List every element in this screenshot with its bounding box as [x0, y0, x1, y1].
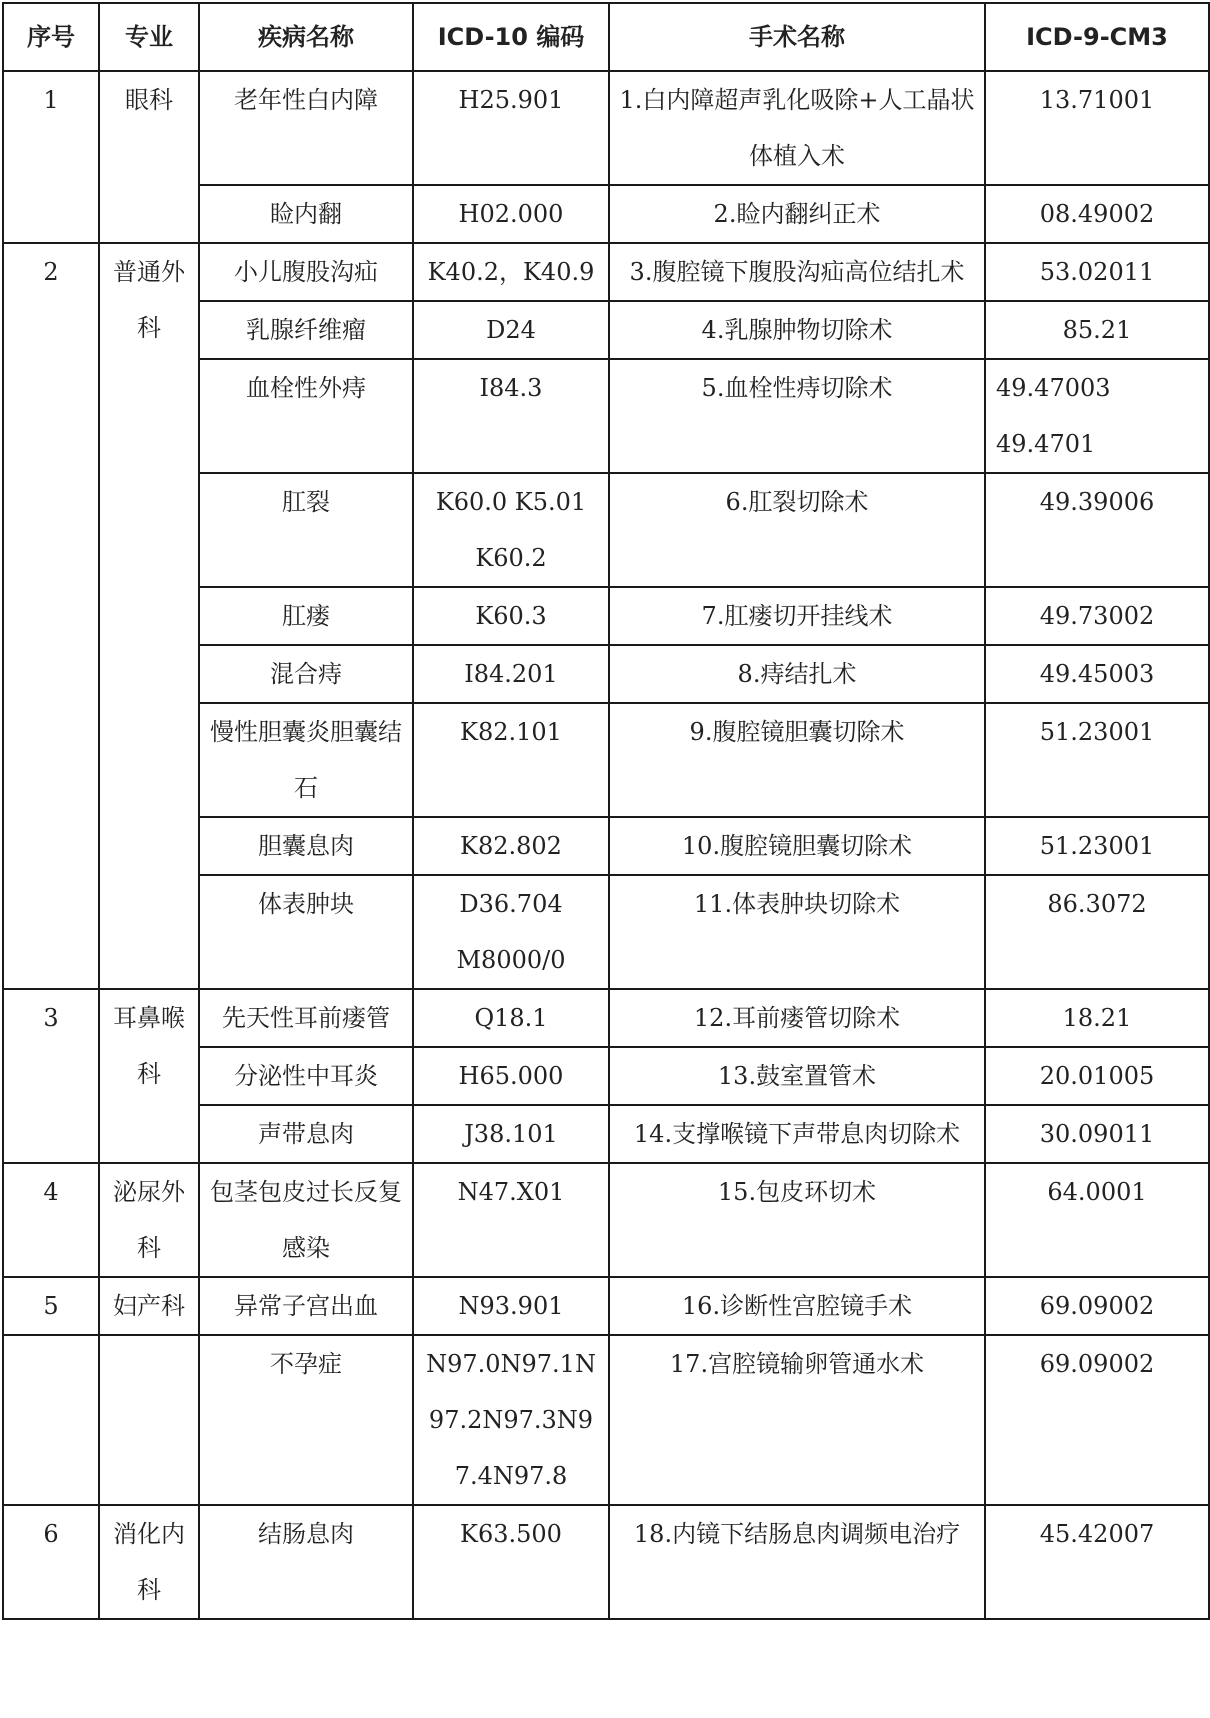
- row-icd10: K82.101: [413, 703, 609, 817]
- row-disease: 睑内翻: [199, 185, 413, 243]
- row-icd9-cm3: [985, 359, 1209, 473]
- row-icd9-cm3: 49.39006: [985, 473, 1209, 587]
- table-row: [3, 1505, 1209, 1619]
- row-icd9-cm3: 13.71001: [985, 71, 1209, 185]
- row-specialty: 普通外科: [99, 243, 199, 989]
- row-surgery: 7.肛瘘切开挂线术: [609, 587, 985, 645]
- row-icd9-cm3-line: 49.4701: [996, 430, 1096, 458]
- row-number: 6: [3, 1505, 99, 1619]
- row-icd10-line: 7.4N97.8: [454, 1462, 568, 1490]
- row-surgery: 10.腹腔镜胆囊切除术: [609, 817, 985, 875]
- row-disease: 肛裂: [199, 473, 413, 587]
- row-surgery: 18.内镜下结肠息肉调频电治疗: [609, 1505, 985, 1619]
- row-icd10: [413, 1335, 609, 1505]
- row-disease: 先天性耳前瘘管: [199, 989, 413, 1047]
- row-icd9-cm3: 20.01005: [985, 1047, 1209, 1105]
- row-icd10: N93.901: [413, 1277, 609, 1335]
- row-icd9-cm3: 86.3072: [985, 875, 1209, 989]
- row-icd9-cm3: 49.73002: [985, 587, 1209, 645]
- row-icd10: [413, 473, 609, 587]
- row-icd10: Q18.1: [413, 989, 609, 1047]
- document-page: [2, 2, 1208, 1620]
- row-disease: 胆囊息肉: [199, 817, 413, 875]
- header-no: 序号: [3, 3, 99, 71]
- row-surgery: 8.痔结扎术: [609, 645, 985, 703]
- row-icd10: [413, 875, 609, 989]
- row-disease: 异常子宫出血: [199, 1277, 413, 1335]
- row-number: 1: [3, 71, 99, 243]
- row-icd10-line: N97.0N97.1N: [426, 1350, 596, 1378]
- row-disease: 分泌性中耳炎: [199, 1047, 413, 1105]
- table-row: [3, 243, 1209, 301]
- row-specialty: [99, 1335, 199, 1505]
- row-icd10-line: 97.2N97.3N9: [428, 1406, 594, 1434]
- row-surgery: 13.鼓室置管术: [609, 1047, 985, 1105]
- row-icd10: J38.101: [413, 1105, 609, 1163]
- row-disease: 乳腺纤维瘤: [199, 301, 413, 359]
- row-surgery: 17.宫腔镜输卵管通水术: [609, 1335, 985, 1505]
- row-surgery: 9.腹腔镜胆囊切除术: [609, 703, 985, 817]
- table-row: [3, 71, 1209, 185]
- table-row: [3, 1277, 1209, 1335]
- table-body: [3, 71, 1209, 1619]
- row-disease: 老年性白内障: [199, 71, 413, 185]
- row-number: 5: [3, 1277, 99, 1335]
- row-surgery: 6.肛裂切除术: [609, 473, 985, 587]
- row-surgery: 4.乳腺肿物切除术: [609, 301, 985, 359]
- row-specialty: 妇产科: [99, 1277, 199, 1335]
- row-surgery: 3.腹腔镜下腹股沟疝高位结扎术: [609, 243, 985, 301]
- row-icd10-line: D36.704: [459, 890, 563, 918]
- row-icd10: H02.000: [413, 185, 609, 243]
- row-number: 3: [3, 989, 99, 1163]
- row-specialty: 泌尿外科: [99, 1163, 199, 1277]
- header-icd9-cm3: ICD-9-CM3: [985, 3, 1209, 71]
- row-icd9-cm3: 69.09002: [985, 1335, 1209, 1505]
- table-row: [3, 1335, 1209, 1505]
- row-surgery: 16.诊断性宫腔镜手术: [609, 1277, 985, 1335]
- header-row: [3, 3, 1209, 71]
- row-icd9-cm3: 18.21: [985, 989, 1209, 1047]
- table-row: [3, 989, 1209, 1047]
- row-icd9-cm3: 53.02011: [985, 243, 1209, 301]
- row-icd10: I84.201: [413, 645, 609, 703]
- row-icd9-cm3: 51.23001: [985, 703, 1209, 817]
- row-surgery: 15.包皮环切术: [609, 1163, 985, 1277]
- row-icd10-line: K60.2: [475, 544, 547, 572]
- row-specialty: 消化内科: [99, 1505, 199, 1619]
- row-icd9-cm3: 64.0001: [985, 1163, 1209, 1277]
- row-surgery: 2.睑内翻纠正术: [609, 185, 985, 243]
- row-icd10-line: M8000/0: [456, 946, 566, 974]
- row-icd10: K82.802: [413, 817, 609, 875]
- row-icd10: K40.2，K40.9: [413, 243, 609, 301]
- row-disease: 小儿腹股沟疝: [199, 243, 413, 301]
- surgery-code-table: [2, 2, 1210, 1620]
- row-surgery: 11.体表肿块切除术: [609, 875, 985, 989]
- row-icd10-line: K60.0 K5.01: [435, 488, 587, 516]
- row-icd10: N47.X01: [413, 1163, 609, 1277]
- row-disease: 不孕症: [199, 1335, 413, 1505]
- row-icd9-cm3-line: 49.47003: [996, 374, 1111, 402]
- row-icd10: I84.3: [413, 359, 609, 473]
- row-disease: 肛瘘: [199, 587, 413, 645]
- row-icd9-cm3: 30.09011: [985, 1105, 1209, 1163]
- row-number: 2: [3, 243, 99, 989]
- row-disease: 体表肿块: [199, 875, 413, 989]
- row-icd9-cm3: 49.45003: [985, 645, 1209, 703]
- row-specialty: 耳鼻喉科: [99, 989, 199, 1163]
- row-icd10: K60.3: [413, 587, 609, 645]
- table-row: [3, 1163, 1209, 1277]
- row-icd10: H65.000: [413, 1047, 609, 1105]
- row-disease: 结肠息肉: [199, 1505, 413, 1619]
- row-disease: 包茎包皮过长反复感染: [199, 1163, 413, 1277]
- row-icd10: D24: [413, 301, 609, 359]
- row-surgery: 12.耳前瘘管切除术: [609, 989, 985, 1047]
- row-icd9-cm3: 51.23001: [985, 817, 1209, 875]
- row-icd9-cm3: 45.42007: [985, 1505, 1209, 1619]
- header-disease: 疾病名称: [199, 3, 413, 71]
- row-icd9-cm3: 08.49002: [985, 185, 1209, 243]
- row-disease: 声带息肉: [199, 1105, 413, 1163]
- row-surgery: 1.白内障超声乳化吸除+人工晶状体植入术: [609, 71, 985, 185]
- header-icd10: ICD-10 编码: [413, 3, 609, 71]
- row-disease: 慢性胆囊炎胆囊结石: [199, 703, 413, 817]
- row-icd9-cm3: 85.21: [985, 301, 1209, 359]
- row-icd10: H25.901: [413, 71, 609, 185]
- row-icd10: K63.500: [413, 1505, 609, 1619]
- row-disease: 血栓性外痔: [199, 359, 413, 473]
- row-surgery: 14.支撑喉镜下声带息肉切除术: [609, 1105, 985, 1163]
- row-disease: 混合痔: [199, 645, 413, 703]
- row-icd9-cm3: 69.09002: [985, 1277, 1209, 1335]
- row-specialty: 眼科: [99, 71, 199, 243]
- header-specialty: 专业: [99, 3, 199, 71]
- header-surgery: 手术名称: [609, 3, 985, 71]
- row-surgery: 5.血栓性痔切除术: [609, 359, 985, 473]
- row-number: 4: [3, 1163, 99, 1277]
- row-number: [3, 1335, 99, 1505]
